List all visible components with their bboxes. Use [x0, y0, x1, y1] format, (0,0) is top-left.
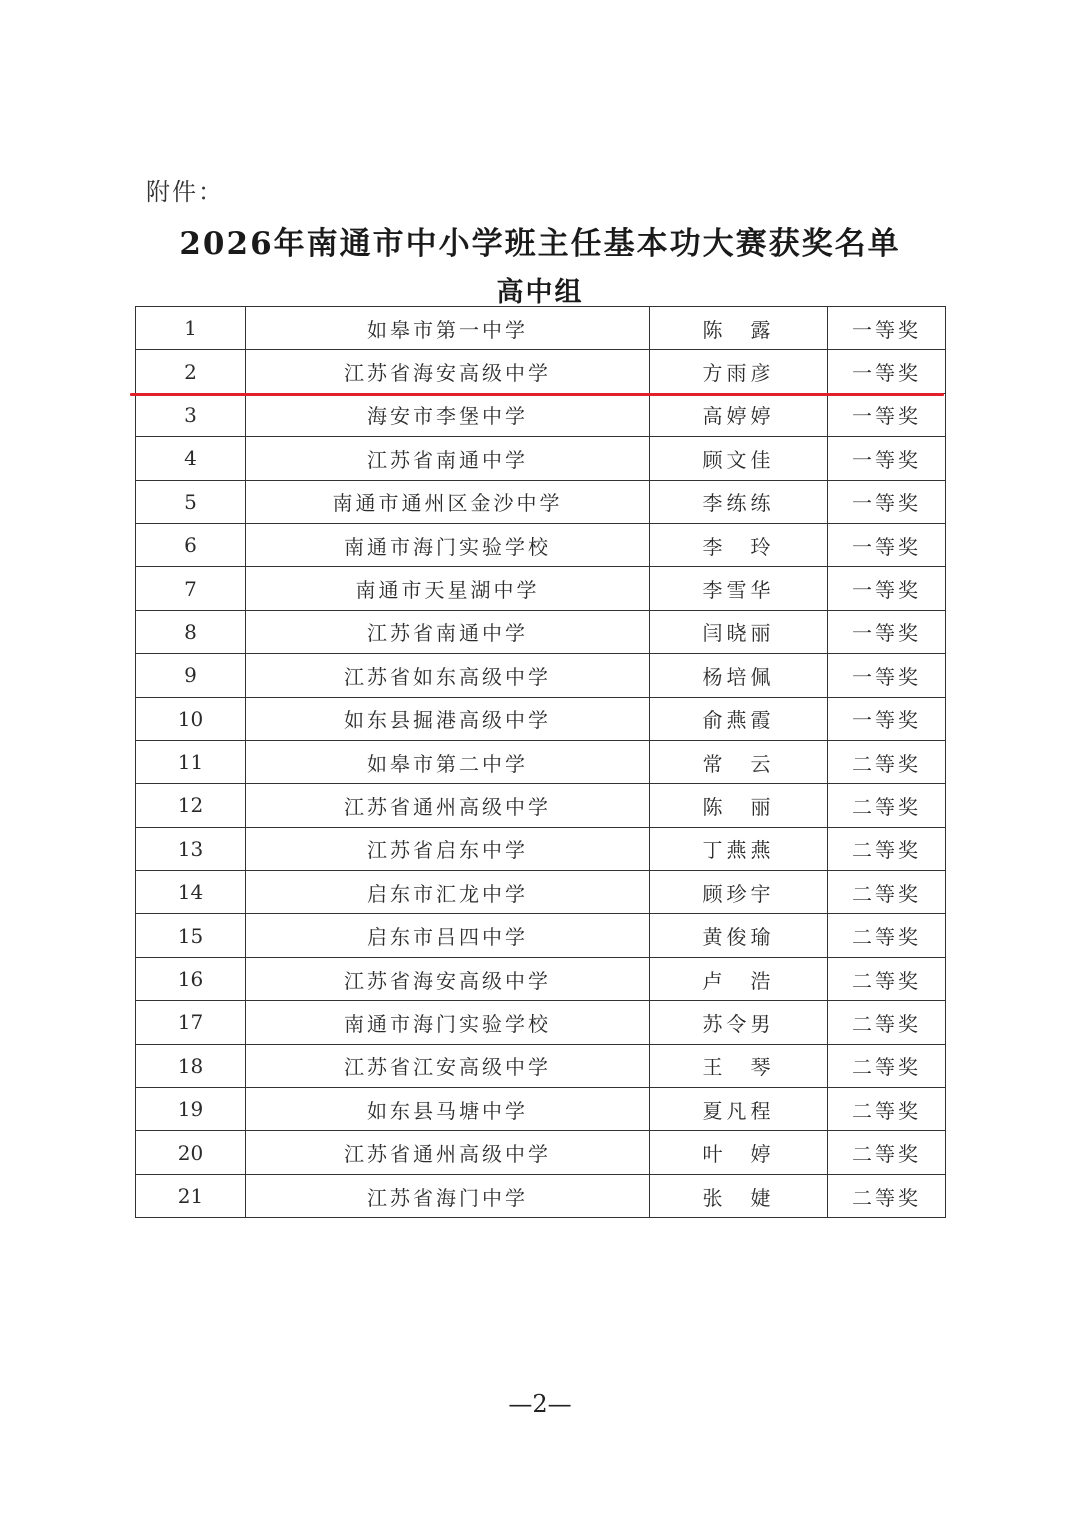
table-row: [136, 567, 946, 610]
table-row: [136, 523, 946, 566]
row-number: 12: [136, 784, 246, 827]
award-table: [135, 306, 946, 1218]
table-row: [136, 1044, 946, 1087]
school-name: 江苏省海安高级中学: [246, 957, 650, 1000]
award-level: 一等奖: [828, 307, 946, 350]
award-level: 一等奖: [828, 523, 946, 566]
row-number: 1: [136, 307, 246, 350]
row-number: 19: [136, 1088, 246, 1131]
school-name: 南通市海门实验学校: [246, 523, 650, 566]
school-name: 江苏省南通中学: [246, 610, 650, 653]
award-level: 二等奖: [828, 871, 946, 914]
award-level: 二等奖: [828, 1044, 946, 1087]
award-level: 二等奖: [828, 740, 946, 783]
school-name: 江苏省如东高级中学: [246, 654, 650, 697]
table-row: [136, 1001, 946, 1044]
winner-name: 李 玲: [650, 523, 828, 566]
table-row: [136, 393, 946, 436]
winner-name: 丁燕燕: [650, 827, 828, 870]
row-number: 8: [136, 610, 246, 653]
award-level: 二等奖: [828, 1088, 946, 1131]
award-level: 二等奖: [828, 1174, 946, 1217]
group-title: 高中组: [496, 277, 584, 308]
winner-name: 叶 婷: [650, 1131, 828, 1174]
row-number: 18: [136, 1044, 246, 1087]
award-level: 一等奖: [828, 480, 946, 523]
winner-name: 王 琴: [650, 1044, 828, 1087]
page-number: —2—: [508, 1390, 572, 1418]
school-name: 如皋市第二中学: [246, 740, 650, 783]
row-number: 16: [136, 957, 246, 1000]
table-row: [136, 697, 946, 740]
award-level: 二等奖: [828, 1001, 946, 1044]
school-name: 江苏省启东中学: [246, 827, 650, 870]
table-row: [136, 654, 946, 697]
winner-name: 卢 浩: [650, 957, 828, 1000]
row-number: 9: [136, 654, 246, 697]
award-level: 一等奖: [828, 393, 946, 436]
row-number: 21: [136, 1174, 246, 1217]
table-row: [136, 307, 946, 350]
row-number: 6: [136, 523, 246, 566]
row-number: 13: [136, 827, 246, 870]
table-row: [136, 871, 946, 914]
winner-name: 常 云: [650, 740, 828, 783]
row-number: 17: [136, 1001, 246, 1044]
row-number: 4: [136, 437, 246, 480]
winner-name: 苏令男: [650, 1001, 828, 1044]
award-table-body: [136, 307, 946, 1218]
school-name: 如皋市第一中学: [246, 307, 650, 350]
row-number: 15: [136, 914, 246, 957]
table-row: [136, 827, 946, 870]
school-name: 海安市李堡中学: [246, 393, 650, 436]
row-number: 20: [136, 1131, 246, 1174]
winner-name: 闫晓丽: [650, 610, 828, 653]
row-number: 14: [136, 871, 246, 914]
school-name: 江苏省通州高级中学: [246, 1131, 650, 1174]
table-row: [136, 1131, 946, 1174]
table-row: [136, 350, 946, 393]
school-name: 江苏省通州高级中学: [246, 784, 650, 827]
winner-name: 陈 露: [650, 307, 828, 350]
winner-name: 夏凡程: [650, 1088, 828, 1131]
school-name: 南通市天星湖中学: [246, 567, 650, 610]
table-row: [136, 914, 946, 957]
award-level: 二等奖: [828, 1131, 946, 1174]
winner-name: 方雨彦: [650, 350, 828, 393]
winner-name: 黄俊瑜: [650, 914, 828, 957]
school-name: 江苏省江安高级中学: [246, 1044, 650, 1087]
school-name: 启东市汇龙中学: [246, 871, 650, 914]
table-row: [136, 784, 946, 827]
school-name: 南通市海门实验学校: [246, 1001, 650, 1044]
school-name: 启东市吕四中学: [246, 914, 650, 957]
table-row: [136, 437, 946, 480]
row-number: 3: [136, 393, 246, 436]
attachment-label: 附件：: [146, 178, 224, 206]
table-row: [136, 957, 946, 1000]
winner-name: 杨培佩: [650, 654, 828, 697]
row-number: 7: [136, 567, 246, 610]
table-row: [136, 1174, 946, 1217]
school-name: 江苏省海门中学: [246, 1174, 650, 1217]
award-level: 一等奖: [828, 350, 946, 393]
highlight-underline: [130, 393, 944, 396]
winner-name: 俞燕霞: [650, 697, 828, 740]
winner-name: 李练练: [650, 480, 828, 523]
winner-name: 李雪华: [650, 567, 828, 610]
school-name: 江苏省南通中学: [246, 437, 650, 480]
row-number: 10: [136, 697, 246, 740]
award-level: 一等奖: [828, 610, 946, 653]
winner-name: 陈 丽: [650, 784, 828, 827]
winner-name: 高婷婷: [650, 393, 828, 436]
row-number: 2: [136, 350, 246, 393]
document-title: 2026年南通市中小学班主任基本功大赛获奖名单: [179, 226, 901, 262]
school-name: 如东县掘港高级中学: [246, 697, 650, 740]
award-level: 一等奖: [828, 654, 946, 697]
table-row: [136, 1088, 946, 1131]
row-number: 11: [136, 740, 246, 783]
winner-name: 顾文佳: [650, 437, 828, 480]
award-level: 一等奖: [828, 567, 946, 610]
award-level: 二等奖: [828, 827, 946, 870]
award-level: 一等奖: [828, 437, 946, 480]
school-name: 如东县马塘中学: [246, 1088, 650, 1131]
table-row: [136, 610, 946, 653]
winner-name: 顾珍宇: [650, 871, 828, 914]
award-level: 二等奖: [828, 957, 946, 1000]
school-name: 南通市通州区金沙中学: [246, 480, 650, 523]
award-level: 二等奖: [828, 784, 946, 827]
row-number: 5: [136, 480, 246, 523]
award-level: 一等奖: [828, 697, 946, 740]
school-name: 江苏省海安高级中学: [246, 350, 650, 393]
table-row: [136, 740, 946, 783]
winner-name: 张 婕: [650, 1174, 828, 1217]
table-row: [136, 480, 946, 523]
award-level: 二等奖: [828, 914, 946, 957]
